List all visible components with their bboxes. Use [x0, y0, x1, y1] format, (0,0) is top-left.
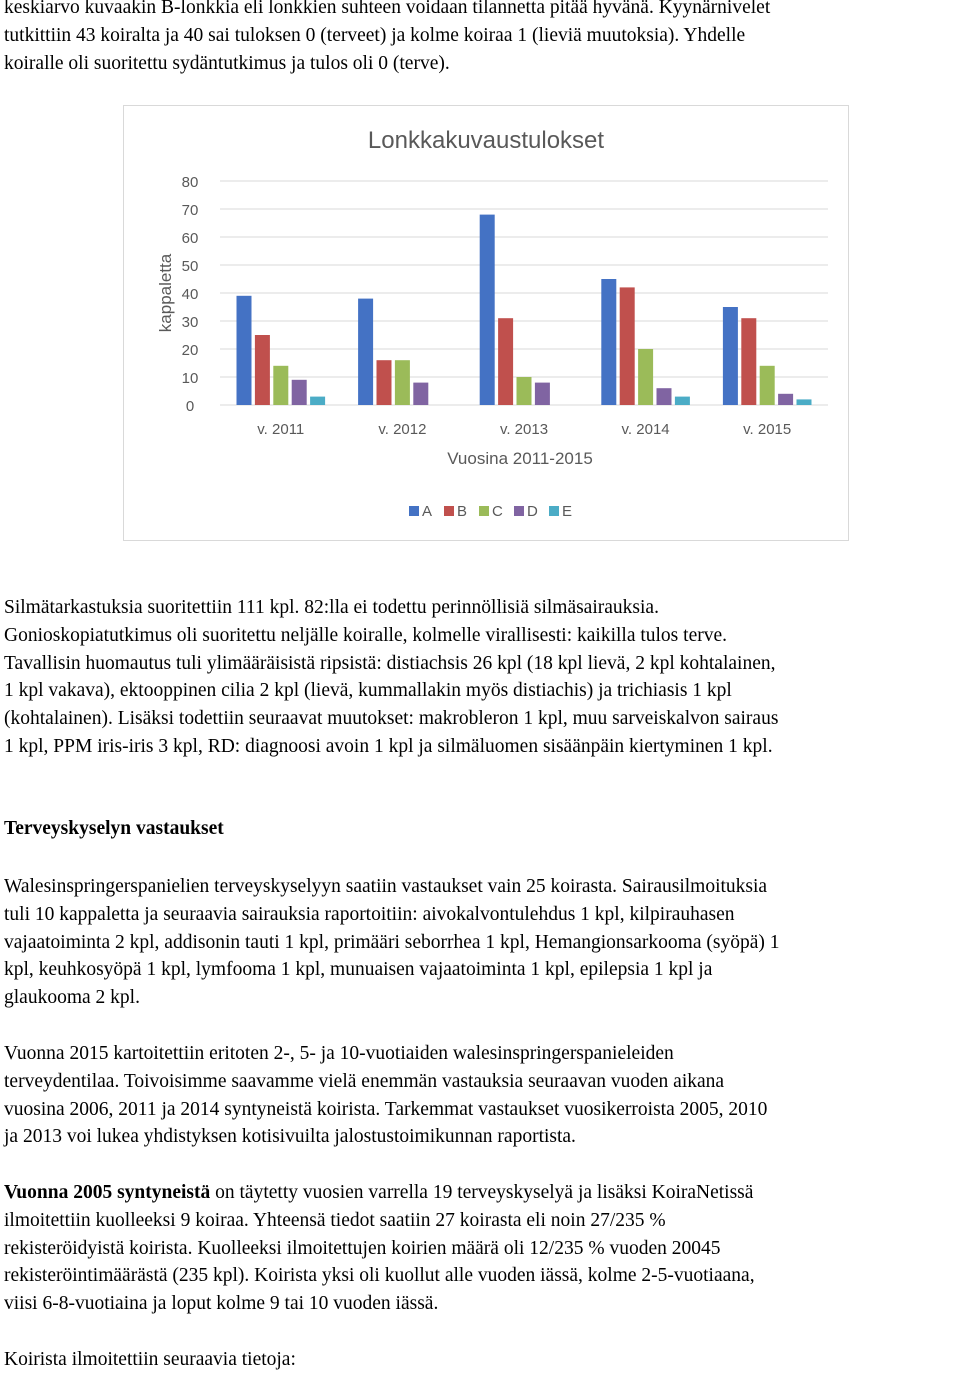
y-tick-label: 30 [181, 314, 199, 331]
chart-bars [237, 215, 812, 405]
legend-swatch-A [409, 506, 419, 516]
survey-line: ilmoitettiin kuolleeksi 9 koiraa. Yhteensä tiedot saatiin 27 koirasta eli noin 27/235 % [4, 1209, 666, 1231]
survey-line [4, 1179, 958, 1207]
bar-D-v-2011 [292, 380, 307, 405]
survey-line: rekisteröintimäärästä (235 kpl). Koirista yksi oli kuollut alle vuoden iässä, kolme 2-5-vuotiaana, [4, 1265, 755, 1287]
bar-B-v-2015 [741, 318, 756, 405]
legend-swatch-D [514, 506, 524, 516]
legend-label-A: A [422, 503, 433, 520]
intro-line: keskiarvo kuvaakin B-lonkkia eli lonkkien suhteen voidaan tilannetta pitää hyvänä. Kyynärnivelet [4, 0, 771, 18]
chart-svg [124, 106, 848, 540]
y-tick-label: 0 [185, 398, 195, 415]
legend-label-D: D [527, 503, 538, 520]
bar-B-v-2013 [498, 318, 513, 405]
bar-B-v-2012 [377, 360, 392, 405]
survey-line: Vuonna 2015 kartoitettiin eritoten 2-, 5- ja 10-vuotiaiden walesinspringerspanieleiden [4, 1043, 674, 1064]
eye-exam-line: (kohtalainen). Lisäksi todettiin seuraavat muutokset: makrobleron 1 kpl, muu sarveiskalvon sairaus [4, 708, 779, 730]
bar-B-v-2014 [620, 287, 635, 405]
bar-C-v-2014 [638, 349, 653, 405]
y-tick-label: 20 [181, 342, 199, 359]
legend-label-E: E [562, 503, 573, 520]
survey-line-rest: on täytetty vuosien varrella 19 terveyskyselyä ja lisäksi KoiraNetissä [210, 1182, 754, 1203]
eye-exam-paragraph [4, 594, 958, 761]
bar-A-v-2015 [723, 307, 738, 405]
hip-xray-results-chart [123, 105, 849, 541]
bar-B-v-2011 [255, 335, 270, 405]
bar-C-v-2011 [273, 366, 288, 405]
bar-A-v-2014 [601, 279, 616, 405]
y-tick-label: 70 [181, 202, 199, 219]
survey-line: vajaatoiminta 2 kpl, addisonin tauti 1 kpl, primääri seborrhea 1 kpl, Hemangionsarkooma (syöpä) 1 [4, 931, 780, 953]
bar-E-v-2015 [797, 399, 812, 405]
chart-y-ticks [182, 174, 199, 415]
bar-C-v-2015 [760, 366, 775, 405]
x-tick-label: v. 2012 [378, 421, 427, 438]
survey-line: tuli 10 kappaletta ja seuraavia sairauksia raportoitiin: aivokalvontulehdus 1 kpl, kilpirauhasen [4, 903, 735, 925]
survey-paragraph-1 [4, 873, 958, 1012]
bar-E-v-2014 [675, 397, 690, 405]
eye-exam-line: 1 kpl, PPM iris-iris 3 kpl, RD: diagnoosi avoin 1 kpl ja silmäluomen sisäänpäin kiertyminen 1 kpl. [4, 735, 773, 757]
legend-swatch-B [444, 506, 454, 516]
chart-legend [409, 503, 572, 520]
legend-label-C: C [492, 503, 503, 520]
legend-swatch-C [479, 506, 489, 516]
final-line: Koirista ilmoitettiin seuraavia tietoja: [4, 1349, 296, 1370]
eye-exam-line: 1 kpl vakava), ektooppinen cilia 2 kpl (lievä, kummallakin myös distiachis) ja trichiasis 1 kpl [4, 680, 732, 702]
y-tick-label: 10 [181, 370, 199, 387]
bar-E-v-2011 [310, 397, 325, 405]
chart-title: Lonkkakuvaustulokset [367, 127, 605, 154]
survey-line: glaukooma 2 kpl. [4, 987, 140, 1009]
y-tick-label: 60 [181, 230, 199, 247]
survey-paragraph-2 [4, 1040, 958, 1151]
survey-line: Walesinspringerspanielien terveyskyselyyn saatiin vastaukset vain 25 koirasta. Sairausilmoituksia [4, 876, 768, 897]
survey-paragraph-3 [4, 1179, 958, 1318]
intro-line: koiralle oli suoritettu sydäntutkimus ja tulos oli 0 (terve). [4, 52, 450, 74]
chart-y-axis-label: kappaletta [156, 253, 175, 333]
survey-line: ja 2013 voi lukea yhdistyksen kotisivuilta jalostustoimikunnan raportista. [4, 1126, 576, 1148]
x-tick-label: v. 2013 [499, 421, 549, 438]
legend-swatch-E [549, 506, 559, 516]
intro-line: tutkittiin 43 koiralta ja 40 sai tuloksen 0 (terveet) ja kolme koiraa 1 (lieviä muutoksia). Yhdelle [4, 24, 746, 46]
bar-A-v-2011 [237, 296, 252, 405]
eye-exam-line: Tavallisin huomautus tuli ylimääräisistä ripsistä: distiachsis 26 kpl (18 kpl lievä, 2 kpl kohtalainen, [4, 652, 776, 674]
bar-C-v-2012 [395, 360, 410, 405]
eye-exam-line: Gonioskopiatutkimus oli suoritettu neljälle koiralle, kolmelle virallisesti: kaikilla tulos terve. [4, 624, 727, 646]
survey-line: rekisteröidyistä koirista. Kuolleeksi ilmoitettujen koirien määrä oli 12/235 % vuoden 20045 [4, 1237, 721, 1259]
y-tick-label: 80 [181, 174, 199, 191]
bar-D-v-2014 [657, 388, 672, 405]
y-tick-label: 50 [181, 258, 199, 275]
x-tick-label: v. 2011 [257, 421, 305, 438]
bold-lead: Vuonna 2005 syntyneistä [4, 1182, 211, 1203]
y-tick-label: 40 [181, 286, 199, 303]
section-heading: Terveyskyselyn vastaukset [4, 818, 224, 839]
bar-D-v-2015 [778, 394, 793, 405]
survey-line: kpl, keuhkosyöpä 1 kpl, lymfooma 1 kpl, munuaisen vajaatoiminta 1 kpl, epilepsia 1 kpl ja [4, 959, 713, 981]
chart-x-ticks [257, 421, 791, 438]
intro-paragraph [4, 0, 958, 77]
bar-D-v-2013 [535, 383, 550, 405]
survey-line: viisi 6-8-vuotiaina ja loput kolme 9 tai 10 vuoden iässä. [4, 1293, 439, 1315]
legend-label-B: B [457, 503, 468, 520]
x-tick-label: v. 2015 [743, 421, 792, 438]
chart-x-axis-label: Vuosina 2011-2015 [447, 449, 593, 468]
bar-A-v-2013 [480, 215, 495, 405]
eye-exam-line: Silmätarkastuksia suoritettiin 111 kpl. 82:lla ei todettu perinnöllisiä silmäsairauksia. [4, 597, 659, 618]
survey-line: vuosina 2006, 2011 ja 2014 syntyneistä koirista. Tarkemmat vastaukset vuosikerroista 2005, 2010 [4, 1098, 768, 1120]
x-tick-label: v. 2014 [621, 421, 670, 438]
survey-line: terveydentilaa. Toivoisimme saavamme vielä enemmän vastauksia seuraavan vuoden aikana [4, 1070, 725, 1092]
bar-C-v-2013 [517, 377, 532, 405]
bar-A-v-2012 [358, 299, 373, 405]
bar-D-v-2012 [413, 383, 428, 405]
